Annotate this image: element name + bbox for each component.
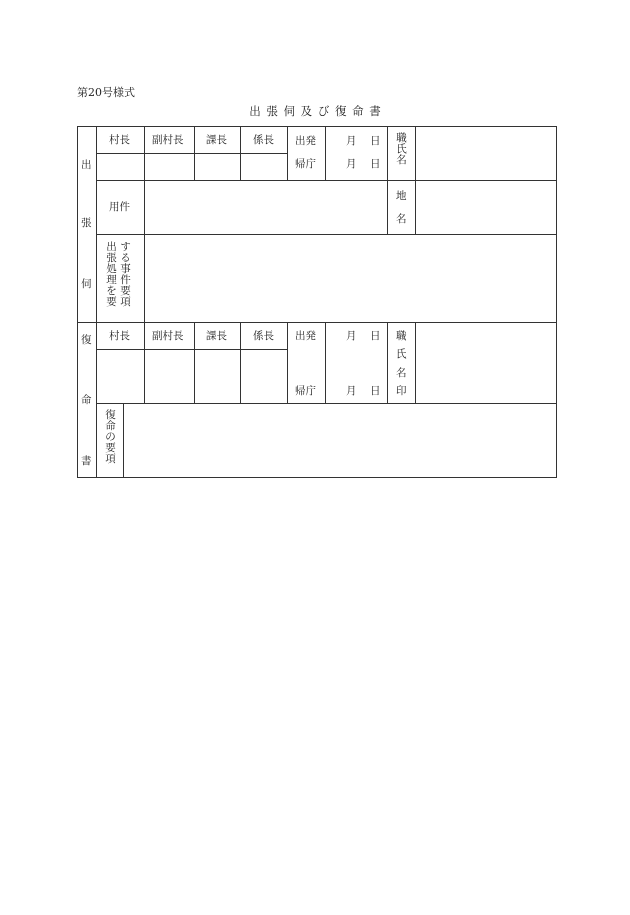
approver-row-divider-1 [96, 153, 287, 154]
return-day-label: 日 [370, 158, 381, 170]
report-approver-header-subsection-chief: 係長 [253, 330, 274, 342]
purpose-label: 用件 [109, 201, 130, 213]
row-divider-approval-end [96, 180, 557, 181]
col-divider-e2 [325, 322, 326, 403]
report-approver-header-village-head: 村長 [109, 330, 130, 342]
table-border-left [77, 126, 78, 478]
col-divider-g2 [415, 322, 416, 403]
place-label-char-1: 地 [396, 190, 407, 202]
report-name-label-char-3: 名 [396, 367, 407, 379]
table-border-top [77, 126, 557, 127]
section1-label-char-2: 張 [81, 217, 92, 229]
report-approver-header-deputy-village-head: 副村長 [152, 330, 184, 342]
col-divider-d1 [287, 126, 288, 180]
approver-header-deputy-village-head: 副村長 [152, 134, 184, 146]
section-divider [77, 322, 557, 323]
col-divider-b2 [194, 322, 195, 403]
report-approver-header-section-chief: 課長 [206, 330, 227, 342]
col-divider-b1 [194, 126, 195, 180]
table-border-right [556, 126, 557, 478]
col-divider-purpose [144, 180, 145, 322]
col-divider-g1 [415, 126, 416, 234]
col-divider-a2 [144, 322, 145, 403]
col-divider-f2 [387, 322, 388, 403]
section2-label-char-3: 書 [81, 455, 92, 467]
approver-header-section-chief: 課長 [206, 134, 227, 146]
report-name-label-char-2: 氏 [396, 348, 407, 360]
report-name-label-char-4: 印 [396, 385, 407, 397]
label-column-divider [96, 126, 97, 478]
matters-label-col2: 出張処理を要 [106, 241, 117, 308]
depart-label: 出発 [295, 135, 316, 147]
return-label: 帰庁 [295, 158, 316, 170]
report-return-label: 帰庁 [295, 385, 316, 397]
depart-day-label: 日 [370, 135, 381, 147]
table-border-bottom [77, 477, 557, 478]
section2-label-char-2: 命 [81, 394, 92, 406]
col-divider-f1 [387, 126, 388, 234]
col-divider-e1 [325, 126, 326, 180]
row-divider-report-start [96, 403, 557, 404]
report-return-month-label: 月 [346, 385, 357, 397]
form-number: 第20号様式 [77, 86, 135, 99]
document-title: 出 張 伺 及 び 復 命 書 [249, 104, 381, 118]
report-name-label-char-1: 職 [396, 330, 407, 342]
report-depart-month-label: 月 [346, 330, 357, 342]
position-name-label: 職氏名 [396, 132, 407, 166]
approver-header-village-head: 村長 [109, 134, 130, 146]
col-divider-a1 [144, 126, 145, 180]
section1-label-char-1: 出 [81, 159, 92, 171]
col-divider-c2 [240, 322, 241, 403]
approver-row-divider-2 [96, 349, 287, 350]
depart-month-label: 月 [346, 135, 357, 147]
col-divider-c1 [240, 126, 241, 180]
place-label-char-2: 名 [396, 213, 407, 225]
section1-label-char-3: 伺 [81, 278, 92, 290]
approver-header-subsection-chief: 係長 [253, 134, 274, 146]
col-divider-report [123, 403, 124, 477]
matters-label-col1: する事件要項 [120, 241, 131, 308]
section2-label-char-1: 復 [81, 334, 92, 346]
report-depart-day-label: 日 [370, 330, 381, 342]
report-return-day-label: 日 [370, 385, 381, 397]
col-divider-d2 [287, 322, 288, 403]
report-depart-label: 出発 [295, 330, 316, 342]
report-summary-label: 復命の要項 [105, 409, 116, 465]
return-month-label: 月 [346, 158, 357, 170]
row-divider-purpose-end [96, 234, 557, 235]
